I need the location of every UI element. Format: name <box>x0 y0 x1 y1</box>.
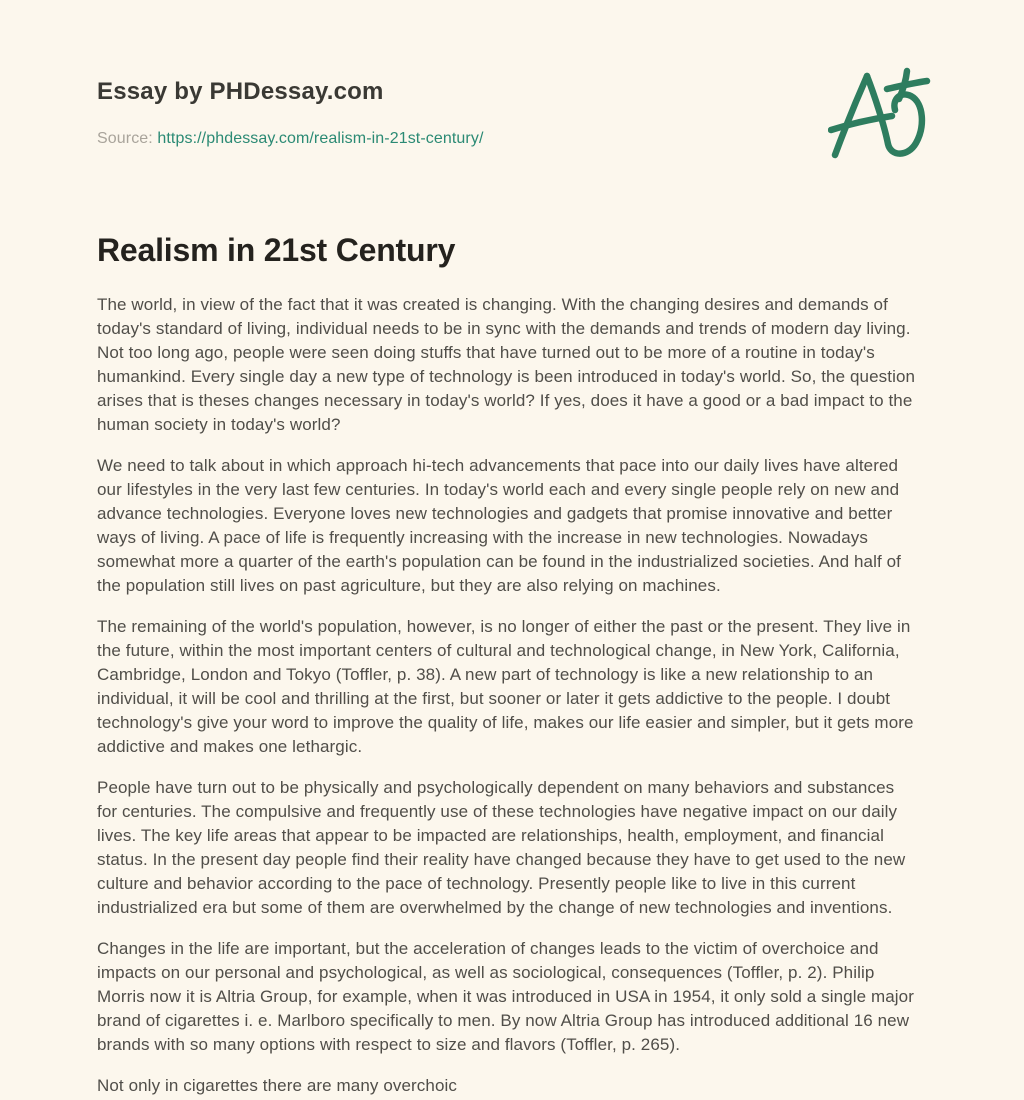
source-row <box>97 130 930 148</box>
a-plus-swoosh-logo-icon <box>828 66 938 161</box>
essay-paragraph: The remaining of the world's population, however, is no longer of either the past or the present. They live in the future, within the most important centers of cultural and technological change, in New York, California, Cambridge, London and Tokyo (Toffler, p. 38). A new part of technology is like a new relationship to an individual, it will be cool and thrilling at the first, but sooner or later it gets addictive to the people. I doubt technology's give your word to improve the quality of life, makes our life easier and simpler, but it gets more addictive and makes one lethargic. <box>97 617 914 756</box>
essay-paragraph: Changes in the life are important, but the acceleration of changes leads to the victim of overchoice and impacts on our personal and psychological, as well as sociological, consequences (Toffler, p. 2). Philip Morris now it is Altria Group, for example, when it was introduced in USA in 1954, it only sold a single major brand of cigarettes i. e. Marlboro specifically to men. By now Altria Group has introduced additional 16 new brands with so many options with respect to size and flavors (Toffler, p. 265). <box>97 939 914 1054</box>
essay-paragraph: We need to talk about in which approach hi-tech advancements that pace into our daily lives have altered our lifestyles in the very last few centuries. In today's world each and every single people rely on new and advance technologies. Everyone loves new technologies and gadgets that promise innovative and better ways of living. A pace of life is frequently increasing with the increase in new technologies. Nowadays somewhat more a quarter of the earth's population can be found in the industrialized societies. And half of the population still lives on past agriculture, but they are also relying on machines. <box>97 456 901 595</box>
phdessay-logo <box>828 66 938 161</box>
essay-title: Realism in 21st Century <box>97 232 456 268</box>
site-header-title: Essay by PHDessay.com <box>97 78 384 105</box>
source-label: Source: <box>97 130 153 147</box>
essay-paragraph: People have turn out to be physically and psychologically dependent on many behaviors and substances for centuries. The compulsive and frequently use of these technologies have negative impact on our daily lives. The key life areas that appear to be impacted are relationships, health, employment, and financial status. In the present day people find their reality have changed because they have to get used to the new culture and behavior according to the pace of technology. Presently people like to live in this current industrialized era but some of them are overwhelmed by the change of new technologies and inventions. <box>97 778 906 917</box>
essay-paragraph: The world, in view of the fact that it was created is changing. With the changing desires and demands of today's standard of living, individual needs to be in sync with the demands and trends of modern day living. Not too long ago, people were seen doing stuffs that have turned out to be more of a routine in today's humankind. Every single day a new type of technology is been introduced in today's world. So, the question arises that is theses changes necessary in today's world? If yes, does it have a good or a bad impact to the human society in today's world? <box>97 295 916 434</box>
essay-body <box>97 293 919 1098</box>
essay-paragraph: Not only in cigarettes there are many overchoic <box>97 1076 457 1095</box>
source-url-link[interactable]: https://phdessay.com/realism-in-21st-century/ <box>157 130 484 147</box>
document-header <box>97 78 930 148</box>
